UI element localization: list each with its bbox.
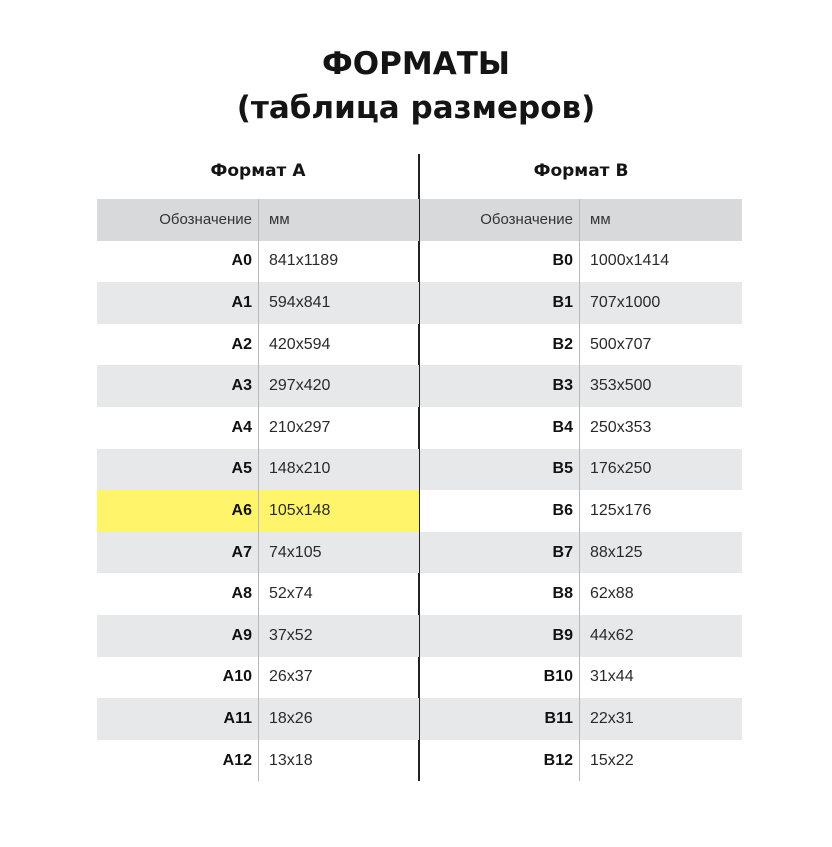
format-size-mm: 18x26 — [269, 709, 313, 727]
format-code: A10 — [97, 657, 259, 699]
table-row — [420, 657, 742, 699]
format-code: A7 — [97, 532, 259, 574]
table-row — [420, 573, 742, 615]
table-row — [420, 324, 742, 366]
format-size-mm: 52x74 — [269, 585, 313, 603]
format-size-mm: 500x707 — [590, 335, 652, 353]
table-row — [420, 698, 742, 740]
format-code: A5 — [97, 449, 259, 491]
table-row — [420, 282, 742, 324]
mm-column-header: мм — [269, 211, 290, 229]
table-row — [420, 449, 742, 491]
table-row — [97, 449, 419, 491]
table-row — [420, 740, 742, 782]
table-row — [97, 698, 419, 740]
format-code: B11 — [420, 698, 580, 740]
page-subtitle: (таблица размеров) — [236, 90, 596, 126]
format-code: A12 — [97, 740, 259, 782]
format-code: A9 — [97, 615, 259, 657]
table-row — [97, 615, 419, 657]
format-size-mm: 594x841 — [269, 293, 331, 311]
table-row — [97, 573, 419, 615]
format-code: B12 — [420, 740, 580, 782]
format-size-mm: 13x18 — [269, 751, 313, 769]
format-size-mm: 148x210 — [269, 460, 331, 478]
table-row — [420, 407, 742, 449]
format-size-mm: 1000x1414 — [590, 252, 670, 270]
format-code: A6 — [97, 490, 259, 532]
format-code: A8 — [97, 573, 259, 615]
mm-column-header: мм — [590, 211, 611, 229]
format-size-mm: 420x594 — [269, 335, 331, 353]
format-code: B10 — [420, 657, 580, 699]
format-a-table — [97, 199, 419, 781]
table-row — [97, 407, 419, 449]
format-size-mm: 841x1189 — [269, 252, 339, 270]
format-code: B3 — [420, 365, 580, 407]
table-row — [97, 365, 419, 407]
format-code: A4 — [97, 407, 259, 449]
format-size-mm: 88x125 — [590, 543, 643, 561]
format-code: B0 — [420, 241, 580, 283]
format-code: B2 — [420, 324, 580, 366]
format-size-mm: 15x22 — [590, 751, 634, 769]
table-row — [97, 740, 419, 782]
format-size-mm: 125x176 — [590, 501, 652, 519]
format-size-mm: 707x1000 — [590, 293, 661, 311]
format-code: A3 — [97, 365, 259, 407]
table-row — [420, 615, 742, 657]
table-row — [97, 490, 419, 532]
format-code: A2 — [97, 324, 259, 366]
format-code: A11 — [97, 698, 259, 740]
format-code: B8 — [420, 573, 580, 615]
page-title: ФОРМАТЫ — [322, 46, 510, 82]
format-size-mm: 176x250 — [590, 460, 652, 478]
format-size-mm: 210x297 — [269, 418, 331, 436]
designation-column-header: Обозначение — [97, 199, 259, 241]
format-size-mm: 62x88 — [590, 585, 634, 603]
format-code: B6 — [420, 490, 580, 532]
format-size-mm: 74x105 — [269, 543, 322, 561]
format-b-table — [420, 199, 742, 781]
format-a-column-headers — [97, 199, 419, 241]
format-code: B7 — [420, 532, 580, 574]
format-code: B9 — [420, 615, 580, 657]
format-code: B1 — [420, 282, 580, 324]
format-size-mm: 31x44 — [590, 668, 634, 686]
format-size-mm: 353x500 — [590, 377, 652, 395]
table-row — [97, 324, 419, 366]
table-row — [97, 282, 419, 324]
format-code: A1 — [97, 282, 259, 324]
table-row — [97, 532, 419, 574]
designation-column-header: Обозначение — [420, 199, 580, 241]
table-row — [420, 532, 742, 574]
format-b-column-headers — [420, 199, 742, 241]
format-size-mm: 26x37 — [269, 668, 313, 686]
format-code: B5 — [420, 449, 580, 491]
format-a-header: Формат А — [210, 161, 306, 181]
format-size-mm: 44x62 — [590, 626, 634, 644]
table-row — [420, 490, 742, 532]
table-row — [97, 657, 419, 699]
format-size-mm: 22x31 — [590, 709, 634, 727]
format-size-mm: 297x420 — [269, 377, 331, 395]
format-size-mm: 250x353 — [590, 418, 652, 436]
format-size-mm: 37x52 — [269, 626, 313, 644]
table-row — [97, 241, 419, 283]
table-row — [420, 365, 742, 407]
format-code: B4 — [420, 407, 580, 449]
format-code: A0 — [97, 241, 259, 283]
table-row — [420, 241, 742, 283]
format-size-mm: 105x148 — [269, 501, 331, 519]
format-b-header: Формат В — [533, 161, 629, 181]
